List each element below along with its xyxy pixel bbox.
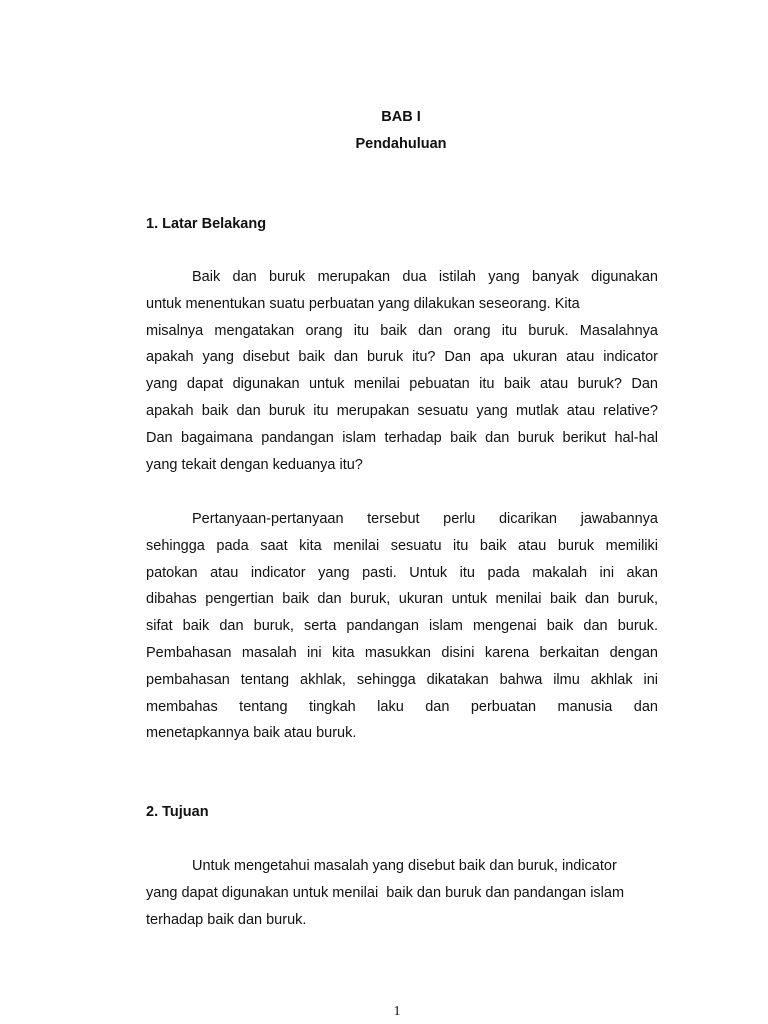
chapter-label: BAB I: [381, 109, 421, 125]
paragraph-latar-belakang-1: [146, 264, 658, 478]
paragraph-line: terhadap baik dan buruk.: [146, 911, 307, 928]
paragraph-tujuan-1: [146, 853, 658, 933]
paragraph-line: apakah baik dan buruk itu merupakan sesuatu yang mutlak atau relative?: [146, 402, 658, 419]
paragraph-line: misalnya mengatakan orang itu baik dan orang itu buruk. Masalahnya: [146, 322, 658, 339]
paragraph-line: membahas tentang tingkah laku dan perbuatan manusia dan: [146, 698, 658, 715]
paragraph-line: Pembahasan masalah ini kita masukkan disini karena berkaitan dengan: [146, 644, 658, 661]
paragraph-line: Untuk mengetahui masalah yang disebut baik dan buruk, indicator: [192, 858, 617, 874]
section-heading-tujuan: 2. Tujuan: [146, 804, 209, 820]
paragraph-line: menetapkannya baik atau buruk.: [146, 725, 357, 742]
paragraph-line: dibahas pengertian baik dan buruk, ukuran untuk menilai baik dan buruk,: [146, 591, 658, 608]
paragraph-line: untuk menentukan suatu perbuatan yang dilakukan seseorang. Kita: [146, 295, 580, 312]
paragraph-line: sifat baik dan buruk, serta pandangan islam mengenai baik dan buruk.: [146, 618, 658, 635]
paragraph-line: Pertanyaan-pertanyaan tersebut perlu dicarikan jawabannya: [192, 511, 658, 527]
paragraph-latar-belakang-2: [146, 506, 658, 747]
paragraph-line: sehingga pada saat kita menilai sesuatu itu baik atau buruk memiliki: [146, 537, 658, 554]
paragraph-line: apakah yang disebut baik dan buruk itu? Dan apa ukuran atau indicator: [146, 349, 658, 366]
paragraph-line: Baik dan buruk merupakan dua istilah yang banyak digunakan: [192, 269, 658, 285]
page-number: 1: [393, 1004, 401, 1019]
section-heading-latar-belakang: 1. Latar Belakang: [146, 216, 267, 232]
chapter-title: Pendahuluan: [355, 136, 447, 152]
paragraph-line: patokan atau indicator yang pasti. Untuk itu pada makalah ini akan: [146, 564, 658, 581]
paragraph-line: Dan bagaimana pandangan islam terhadap baik dan buruk berikut hal-hal: [146, 429, 658, 446]
paragraph-line: pembahasan tentang akhlak, sehingga dikatakan bahwa ilmu akhlak ini: [146, 671, 658, 688]
paragraph-line: yang tekait dengan keduanya itu?: [146, 456, 363, 473]
paragraph-line: yang dapat digunakan untuk menilai baik dan buruk dan pandangan islam: [146, 884, 625, 901]
paragraph-line: yang dapat digunakan untuk menilai pebuatan itu baik atau buruk? Dan: [146, 376, 658, 393]
